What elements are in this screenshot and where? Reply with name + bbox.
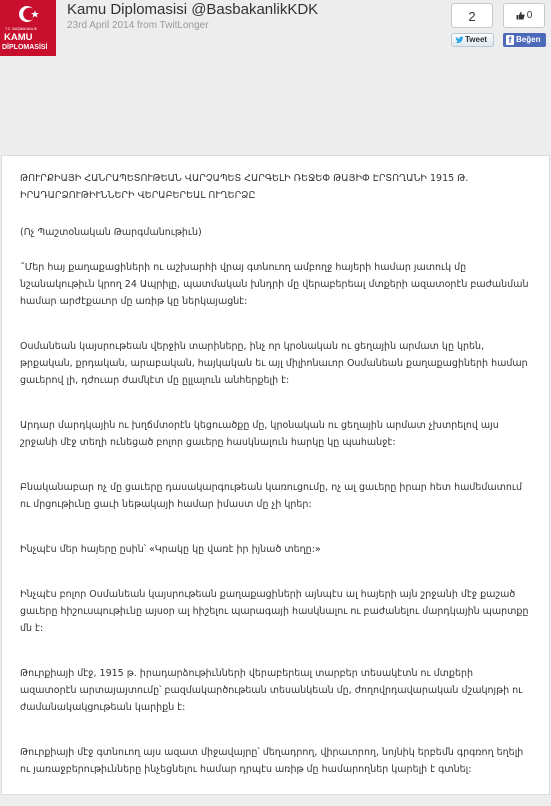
article-paragraph: Բնականաբար ոչ մը ցաւերը դասակարգութեան կառուցումը, ոչ ալ ցաւերը իրար հետ համեմատում ու մրցութիւնը ցաւի նեթակայի համար իմաստ մը չի կրեր:	[20, 482, 523, 510]
tweet-button[interactable]	[451, 33, 494, 47]
article-paragraph: Ինչպէս մեր հայերը ըսին՝ «Կրակը կը վառէ իր իյնած տեղը:»	[20, 544, 321, 555]
article-paragraph: Օսմանեան կայսրութեան վերջին տարիները, ինչ որ կրօնական ու ցեղային արմատ կը կրեն, թրքական, քրդական, արաբական, հայկական եւ այլ միլիոնաւոր Օսմանեան քաղաքացիների համար ցաւերով լի, դժուար ժամկէտ մը ըլլալուն անհերքելի է:	[20, 341, 528, 386]
facebook-f-icon: f	[506, 35, 514, 45]
article-paragraph: Թուրքիայի մէջ, 1915 թ. իրադարձութիւնների վերաբերեալ տարբեր տեսակէտն ու մտքերի ազատօրէն արտայայտումը՝ բազմակարծութեան տեսանկեան մը, ժողովրդավարական մշակոյթի ու ժամանակակցութեան կարիքն է:	[20, 668, 523, 713]
article-paragraph: Թուրքիայի մէջ գտնուող այս ազատ միջավայրը՝ մեղադրող, վիրաւորող, նոյնիկ երբեմն գրգռող եղելի ու յառաջբերութիւնները ինչեցնելու համար դրպէս առիթ մը համարողներ կարելի է գտնել:	[20, 747, 524, 775]
article-paragraph: ˝Մեր հայ քաղաքացիների ու աշխարհի վրայ գտնուող ամբողջ հայերի համար յատուկ մը նշանակութիւն կրող 24 Ապրիլը, պատմական խնդրի մը վերաբերեալ մտքերի ազատօրէն բաժանման համար արժէքաւոր մը առիթ կը ներկայացնէ:	[20, 262, 529, 307]
like-count: 0	[526, 10, 533, 21]
crescent-star-icon	[0, 0, 56, 56]
tweet-label: Tweet	[465, 35, 488, 44]
article-body	[20, 170, 532, 806]
like-count-box	[503, 3, 545, 28]
article-heading: ԹՈՒՐՔԻԱՅԻ ՀԱՆՐԱՊԵՏՈՒԹԵԱՆ ՎԱՐՉԱՊԵՏ ՀԱՐԳԵԼԻ ՌԵՋԵՓ ԹԱՅԻՓ ԷՐՏՈՂԱՆԻ 1915 Թ. ԻՐԱԴԱՐՁՈՒԹԻՒՆՆԵՐԻ ՎԵՐԱԲԵՐԵԱԼ ՈՒՂԵՐՁԸ	[20, 173, 469, 201]
tweet-count: 2	[451, 3, 493, 28]
kamu-diplomasisi-logo[interactable]	[0, 0, 56, 56]
like-label: Beğen	[516, 35, 541, 44]
article-paragraph: Արդար մարդկային ու խղճմտօրէն կեցուածքը մը, կրօնական ու ցեղային արմատ չխտրելով այս շրջանի մէջ տեղի ունեցած բոլոր ցաւերը հասկնալուն հարկը կը պահանջէ:	[20, 420, 499, 448]
like-button[interactable]	[503, 33, 546, 47]
post-date-source: 23rd April 2014 from TwitLonger	[67, 20, 209, 31]
article-card	[1, 155, 550, 795]
article-paragraph: Ինչպէս բոլոր Օսմանեան կայսրութեան քաղաքացիների այնպէս ալ հայերի այն շրջանի մէջ քաշած ցաւերը հիշուսպութիւնը այսօր ալ հիշելու պարագայի հասկնալու ու բաժանելու մարդկային պարտքը մն է:	[20, 589, 529, 634]
twitter-bird-icon	[455, 36, 464, 44]
header	[0, 0, 551, 68]
logo-text-line1: T.C. BAŞBAKANLIK	[5, 27, 38, 31]
logo-text-line2: KAMU	[4, 32, 33, 43]
account-title[interactable]: Kamu Diplomasisi @BasbakanlikKDK	[67, 1, 319, 18]
translation-note: (Ոչ Պաշտօնական Թարգմանութիւն)	[20, 227, 202, 238]
logo-text-line3: DİPLOMASİSİ	[2, 44, 48, 51]
thumbs-up-icon	[516, 11, 525, 20]
